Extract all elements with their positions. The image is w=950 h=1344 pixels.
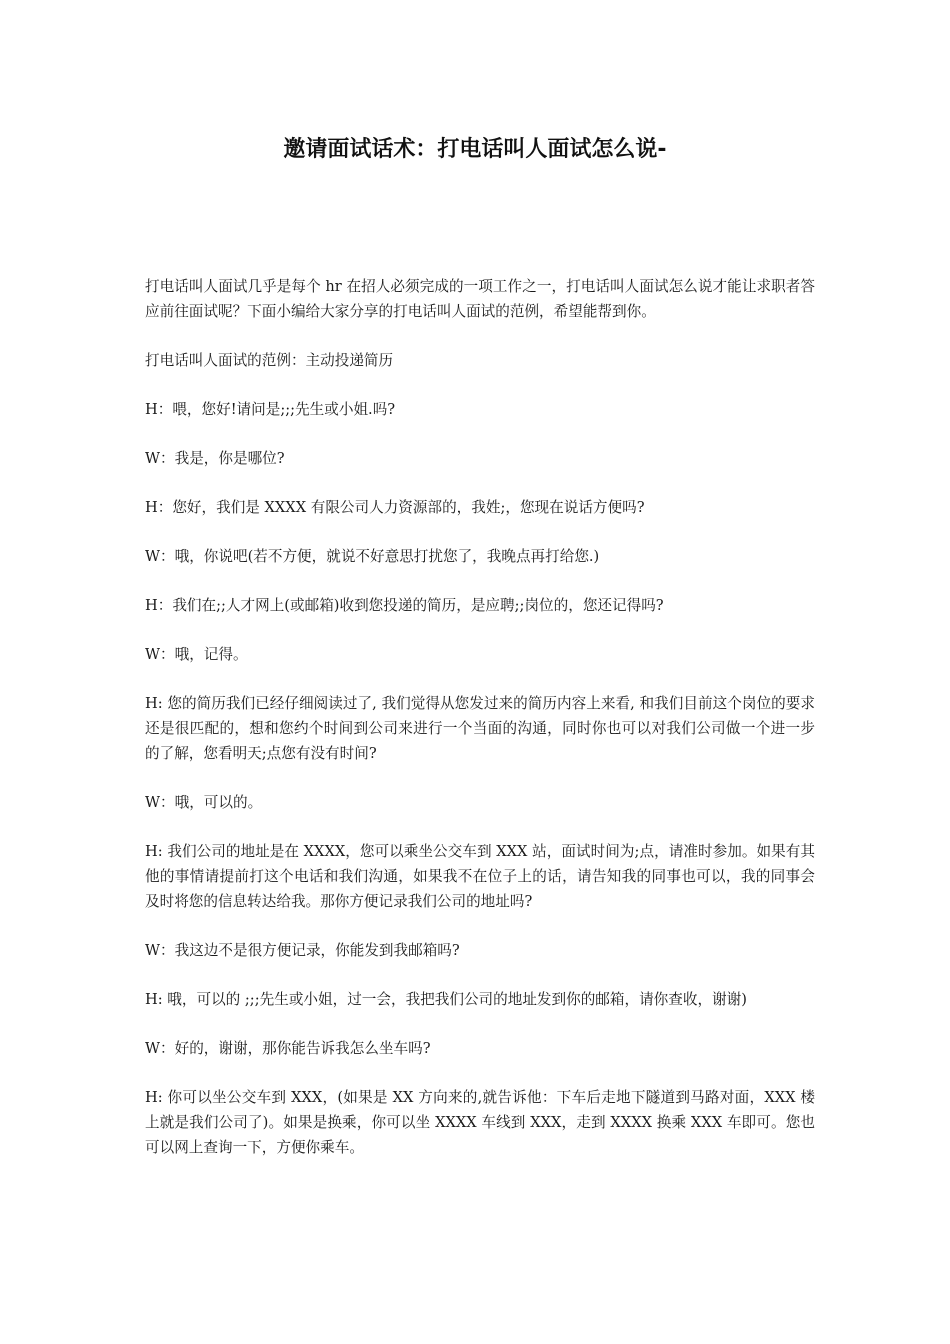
dialogue-line: W：哦，可以的。 [145, 794, 263, 811]
dialogue-line: H：喂，您好!请问是;;;先生或小姐.吗? [145, 401, 396, 418]
paragraph-section-heading: 打电话叫人面试的范例：主动投递简历 [145, 352, 394, 369]
dialogue-line: W：哦，记得。 [145, 646, 248, 663]
dialogue-line: H：我们在;;人才网上(或邮箱)收到您投递的简历，是应聘;;岗位的，您还记得吗? [145, 597, 664, 614]
dialogue-line: W：哦，你说吧(若不方便，就说不好意思打扰您了，我晚点再打给您.) [145, 548, 600, 565]
dialogue-line: H: 你可以坐公交车到 XXX，(如果是 XX 方向来的,就告诉他：下车后走地下隧道到马路对面，XXX 楼上就是我们公司了)。如果是换乘，你可以坐 XXXX 车线到 XXX，走到 XXXX 换乘 XXX 车即可。您也可以网上查询一下，方便你乘车。 [145, 1089, 815, 1156]
paragraph-intro: 打电话叫人面试几乎是每个 hr 在招人必须完成的一项工作之一，打电话叫人面试怎么说才能让求职者答应前往面试呢？下面小编给大家分享的打电话叫人面试的范例，希望能帮到你。 [145, 278, 815, 320]
dialogue-line: W：我是，你是哪位? [145, 450, 285, 467]
dialogue-line: W：我这边不是很方便记录，你能发到我邮箱吗? [145, 942, 460, 959]
dialogue-line: H：您好，我们是 XXXX 有限公司人力资源部的，我姓;，您现在说话方便吗? [145, 499, 645, 516]
dialogue-line: H: 哦，可以的 ;;;先生或小姐，过一会，我把我们公司的地址发到你的邮箱，请你查收，谢谢) [145, 991, 747, 1008]
dialogue-line: H: 我们公司的地址是在 XXXX，您可以乘坐公交车到 XXX 站，面试时间为;点，请准时参加。如果有其他的事情请提前打这个电话和我们沟通，如果我不在位子上的话，请告知我的同事也可以，我的同事会及时将您的信息转达给我。那你方便记录我们公司的地址吗? [145, 843, 815, 910]
dialogue-line: H: 您的简历我们已经仔细阅读过了, 我们觉得从您发过来的简历内容上来看, 和我们目前这个岗位的要求还是很匹配的，想和您约个时间到公司来进行一个当面的沟通，同时你也可以对我们公司做一个进一步的了解，您看明天;点您有没有时间? [145, 695, 815, 762]
dialogue-line: W：好的，谢谢，那你能告诉我怎么坐车吗? [145, 1040, 431, 1057]
document-title: 邀请面试话术：打电话叫人面试怎么说- [283, 137, 667, 162]
document-body [145, 274, 815, 1184]
